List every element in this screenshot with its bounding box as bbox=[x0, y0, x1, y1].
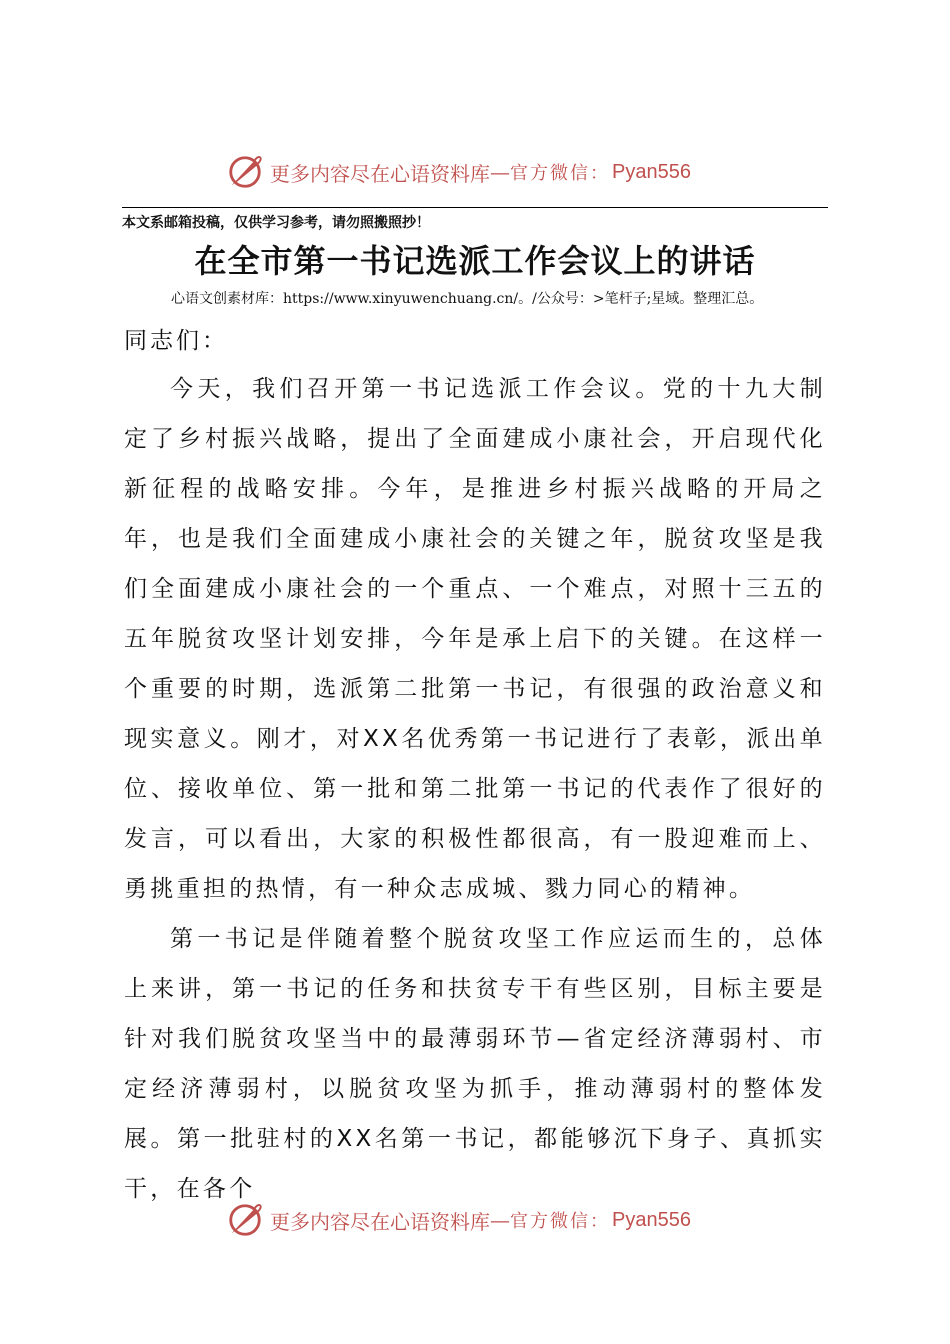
quill-logo-icon bbox=[226, 1201, 264, 1239]
banner-brand: 更多内容尽在心语资料库 bbox=[270, 161, 490, 186]
banner-brand: 更多内容尽在心语资料库 bbox=[270, 1209, 490, 1234]
paragraph: 第一书记是伴随着整个脱贫攻坚工作应运而生的，总体上来讲，第一书记的任务和扶贫专干有些区别，目标主要是针对我们脱贫攻坚当中的最薄弱环节—省定经济薄弱村、市定经济薄弱村，以脱贫攻坚为抓手，推动薄弱村的整体发展。第一批驻村的XX名第一书记，都能够沉下身子、真抓实干，在各个 bbox=[124, 926, 826, 1202]
header-divider bbox=[122, 207, 828, 208]
footer-banner bbox=[226, 1200, 691, 1240]
submission-notice: 本文系邮箱投稿，仅供学习参考，请勿照搬照抄！ bbox=[122, 215, 430, 231]
banner-wechat-label: 官方微信： bbox=[510, 1211, 610, 1232]
source-line: 心语文创素材库：https://www.xinyuwenchuang.cn/。/公众号：>笔杆子;星域。整理汇总。 bbox=[171, 291, 764, 307]
document-body bbox=[124, 364, 826, 1214]
banner-dash: — bbox=[490, 1208, 510, 1232]
paragraph: 今天，我们召开第一书记选派工作会议。党的十九大制定了乡村振兴战略，提出了全面建成小康社会，开启现代化新征程的战略安排。今年，是推进乡村振兴战略的开局之年，也是我们全面建成小康社会的关键之年，脱贫攻坚是我们全面建成小康社会的一个重点、一个难点，对照十三五的五年脱贫攻坚计划安排，今年是承上启下的关键。在这样一个重要的时期，选派第二批第一书记，有很强的政治意义和现实意义。刚才，对XX名优秀第一书记进行了表彰，派出单位、接收单位、第一批和第二批第一书记的代表作了很好的发言，可以看出，大家的积极性都很高，有一股迎难而上、勇挑重担的热情，有一种众志成城、戮力同心的精神。 bbox=[124, 376, 826, 902]
header-banner bbox=[226, 152, 691, 192]
banner-dash: — bbox=[490, 160, 510, 184]
page-title: 在全市第一书记选派工作会议上的讲话 bbox=[194, 242, 756, 280]
banner-wechat-label: 官方微信： bbox=[510, 163, 610, 184]
banner-wechat-id: Pyan556 bbox=[612, 160, 691, 183]
banner-wechat-id: Pyan556 bbox=[612, 1208, 691, 1231]
salutation: 同志们： bbox=[124, 328, 228, 354]
quill-logo-icon bbox=[226, 153, 264, 191]
